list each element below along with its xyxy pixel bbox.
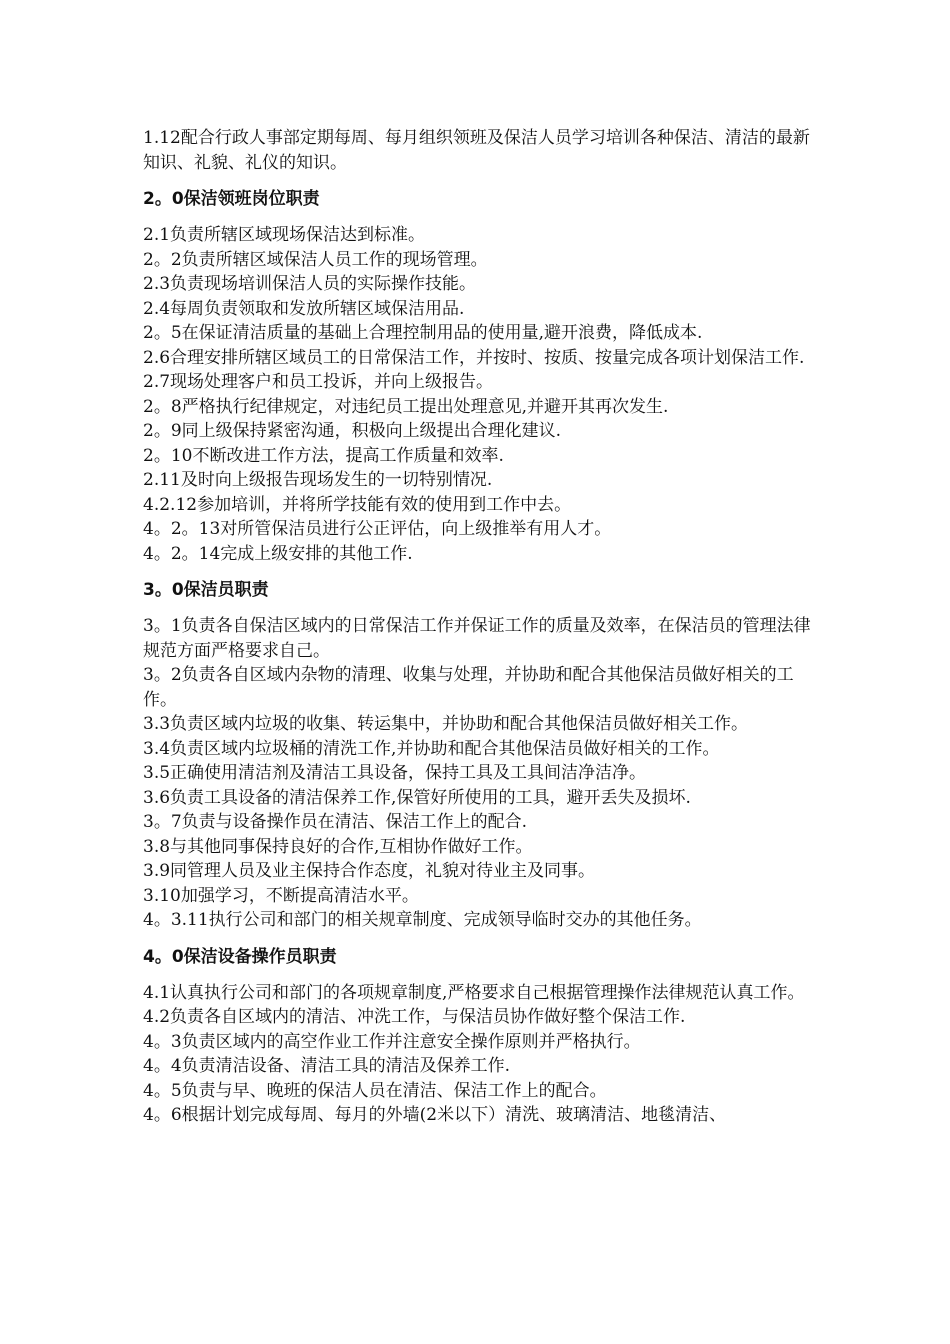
list-item: 3。1负责各自保洁区域内的日常保洁工作并保证工作的质量及效率，在保洁员的管理法律规范方面严格要求自己。 xyxy=(143,616,811,661)
list-item: 2。10不断改进工作方法，提高工作质量和效率. xyxy=(143,445,504,466)
section-heading-4: 4。0保洁设备操作员职责 xyxy=(143,946,337,967)
list-item: 4。3负责区域内的高空作业工作并注意安全操作原则并严格执行。 xyxy=(143,1031,641,1052)
paragraph-1-12: 1.12配合行政人事部定期每周、每月组织领班及保洁人员学习培训各种保洁、清洁的最新知识、礼貌、礼仪的知识。 xyxy=(143,128,810,173)
list-item: 3.3负责区域内垃圾的收集、转运集中，并协助和配合其他保洁员做好相关工作。 xyxy=(143,714,749,734)
list-item: 3。2负责各自区域内杂物的清理、收集与处理，并协助和配合其他保洁员做好相关的工作。 xyxy=(143,665,794,710)
list-item: 3.8与其他同事保持良好的合作,互相协作做好工作。 xyxy=(143,836,533,857)
list-item: 3。7负责与设备操作员在清洁、保洁工作上的配合. xyxy=(143,812,528,832)
list-item: 4.2负责各自区域内的清洁、冲洗工作，与保洁员协作做好整个保洁工作. xyxy=(143,1007,686,1027)
list-item: 3.6负责工具设备的清洁保养工作,保管好所使用的工具，避开丢失及损坏. xyxy=(143,787,691,808)
list-item: 4。6根据计划完成每周、每月的外墙(2米以下）清洗、玻璃清洁、地毯清洁、 xyxy=(143,1105,727,1125)
list-item: 2.3负责现场培训保洁人员的实际操作技能。 xyxy=(143,274,477,294)
section-4-equipment-operator-duties xyxy=(143,945,811,1128)
list-item: 4。3.11执行公司和部门的相关规章制度、完成领导临时交办的其他任务。 xyxy=(143,910,702,930)
list-item: 4。5负责与早、晚班的保洁人员在清洁、保洁工作上的配合。 xyxy=(143,1080,607,1101)
list-item: 2.7现场处理客户和员工投诉，并向上级报告。 xyxy=(143,372,494,392)
list-item: 4.1认真执行公司和部门的各项规章制度,严格要求自己根据管理操作法律规范认真工作。 xyxy=(143,982,805,1003)
list-item: 4。2。13对所管保洁员进行公正评估，向上级推举有用人才。 xyxy=(143,519,612,539)
list-item: 3.9同管理人员及业主保持合作态度，礼貌对待业主及同事。 xyxy=(143,861,596,881)
section-heading-3: 3。0保洁员职责 xyxy=(143,580,269,600)
list-item: 4。4负责清洁设备、清洁工具的清洁及保养工作. xyxy=(143,1056,511,1076)
list-item: 2。5在保证清洁质量的基础上合理控制用品的使用量,避开浪费，降低成本. xyxy=(143,323,703,343)
list-item: 3.10加强学习，不断提高清洁水平。 xyxy=(143,885,419,906)
list-item: 4.2.12参加培训，并将所学技能有效的使用到工作中去。 xyxy=(143,494,572,515)
list-item: 2。9同上级保持紧密沟通，积极向上级提出合理化建议. xyxy=(143,421,562,441)
list-item: 2.1负责所辖区域现场保洁达到标准。 xyxy=(143,225,426,245)
list-item: 2.6合理安排所辖区域员工的日常保洁工作，并按时、按质、按量完成各项计划保洁工作. xyxy=(143,347,805,368)
list-item: 4。2。14完成上级安排的其他工作. xyxy=(143,543,413,564)
list-item: 2。2负责所辖区域保洁人员工作的现场管理。 xyxy=(143,249,488,270)
section-2-leader-duties xyxy=(143,187,811,566)
list-item: 2。8严格执行纪律规定，对违纪员工提出处理意见,并避开其再次发生. xyxy=(143,396,669,417)
intro-block xyxy=(143,126,811,175)
section-3-cleaner-duties xyxy=(143,578,811,933)
list-item: 3.4负责区域内垃圾桶的清洗工作,并协助和配合其他保洁员做好相关的工作。 xyxy=(143,738,720,759)
list-item: 2.11及时向上级报告现场发生的一切特别情况. xyxy=(143,470,493,490)
list-item: 2.4每周负责领取和发放所辖区域保洁用品. xyxy=(143,298,465,319)
document-page xyxy=(143,126,811,1128)
section-heading-2: 2。0保洁领班岗位职责 xyxy=(143,189,320,209)
list-item: 3.5正确使用清洁剂及清洁工具设备，保持工具及工具间洁净洁净。 xyxy=(143,763,647,783)
